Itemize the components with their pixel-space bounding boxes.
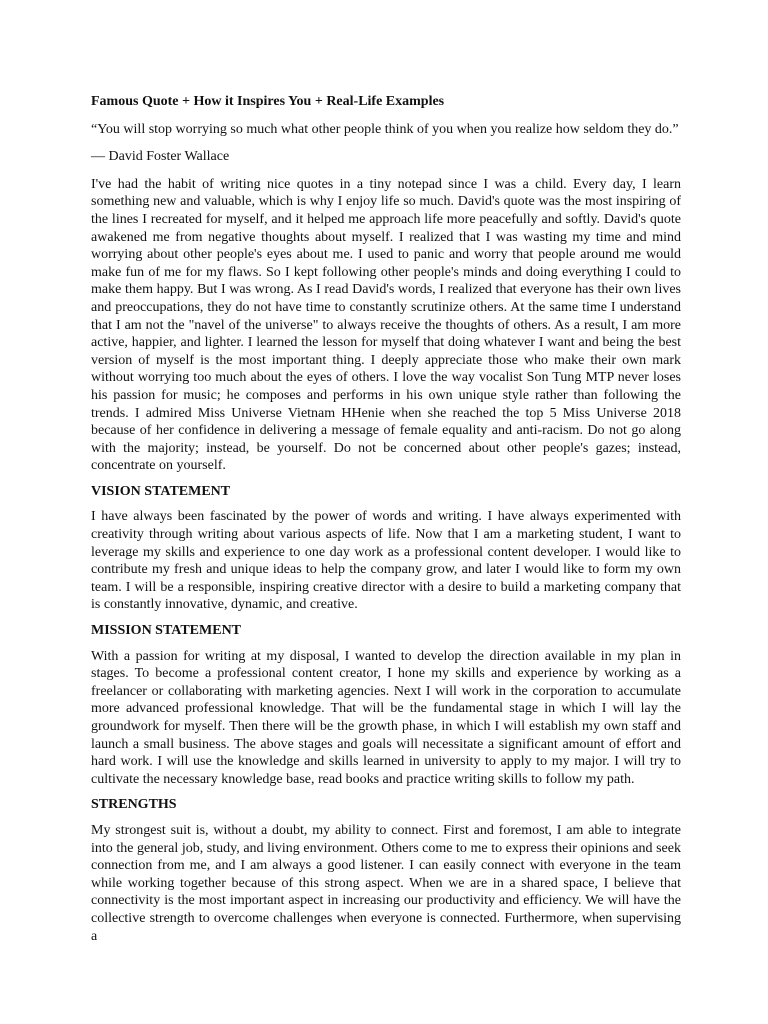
document-title: Famous Quote + How it Inspires You + Real-Life Examples [91,94,445,109]
strengths-heading: STRENGTHS [91,797,177,813]
mission-paragraph: With a passion for writing at my disposal, I wanted to develop the direction available in my plan in stages. To become a professional content creator, I hone my skills and experience by working as a freelancer or collaborating with marketing agencies. Next I will work in the corporation to accumulate more advanced professional knowledge. That will be the fundamental stage in which I will lay the groundwork for myself. Then there will be the growth phase, in which I will establish my own staff and launch a small business. The above stages and goals will necessitate a significant amount of effort and hard work. I will use the knowledge and skills learned in university to apply to my major. I will try to cultivate the necessary knowledge base, read books and practice writing skills to follow my path. [91,648,681,787]
quote-text: “You will stop worrying so much what other people think of you when you realize how seldom they do.” [91,121,679,137]
document-page [91,93,681,953]
quote-author: — David Foster Wallace [91,149,230,165]
intro-paragraph: I've had the habit of writing nice quotes in a tiny notepad since I was a child. Every day, I learn something new and valuable, which is why I enjoy life so much. David's quote was the most inspiring of the lines I recreated for myself, and it helped me approach life more peacefully and softly. David's quote awakened me from negative thoughts about myself. I realized that I was wasting my time and mind worrying about other people's eyes about me. I used to panic and worry that people around me would make fun of me for my flaws. So I kept following other people's minds and doing everything I could to make them happy. But I was wrong. As I read David's words, I realized that everyone has their own lives and preoccupations, they do not have time to constantly scrutinize others. At the same time I understand that I am not the "navel of the universe" to always receive the thoughts of others. As a result, I am more active, happier, and lighter. I learned the lesson for myself that doing whatever I want and being the best version of myself is the most important thing. I deeply appreciate those who make their own mark without worrying too much about the eyes of others. I love the way vocalist Son Tung MTP never loses his passion for music; he composes and performs in his own unique style rather than following the trends. I admired Miss Universe Vietnam HHenie when she reached the top 5 Miss Universe 2018 because of her confidence in delivering a message of female equality and anti-racism. Do not go along with the majority; instead, be yourself. Do not be concerned about other people's gazes; instead, concentrate on yourself. [91,176,681,474]
vision-heading: VISION STATEMENT [91,483,231,499]
mission-heading: MISSION STATEMENT [91,623,242,639]
vision-paragraph: I have always been fascinated by the power of words and writing. I have always experimented with creativity through writing about various aspects of life. Now that I am a marketing student, I want to leverage my skills and experience to one day work as a professional content developer. I would like to contribute my fresh and unique ideas to help the company grow, and later I would like to form my own team. I will be a responsible, inspiring creative director with a desire to build a marketing company that is constantly innovative, dynamic, and creative. [91,509,681,613]
strengths-paragraph: My strongest suit is, without a doubt, my ability to connect. First and foremost, I am able to integrate into the general job, study, and living environment. Others come to me to express their opinions and seek connection from me, and I am always a good listener. I can easily connect with everyone in the team while working together because of this strong aspect. When we are in a shared space, I believe that connectivity is the most important aspect in increasing our productivity and efficiency. We will have the collective strength to overcome challenges when everyone is connected. Furthermore, when supervising a [91,822,681,944]
